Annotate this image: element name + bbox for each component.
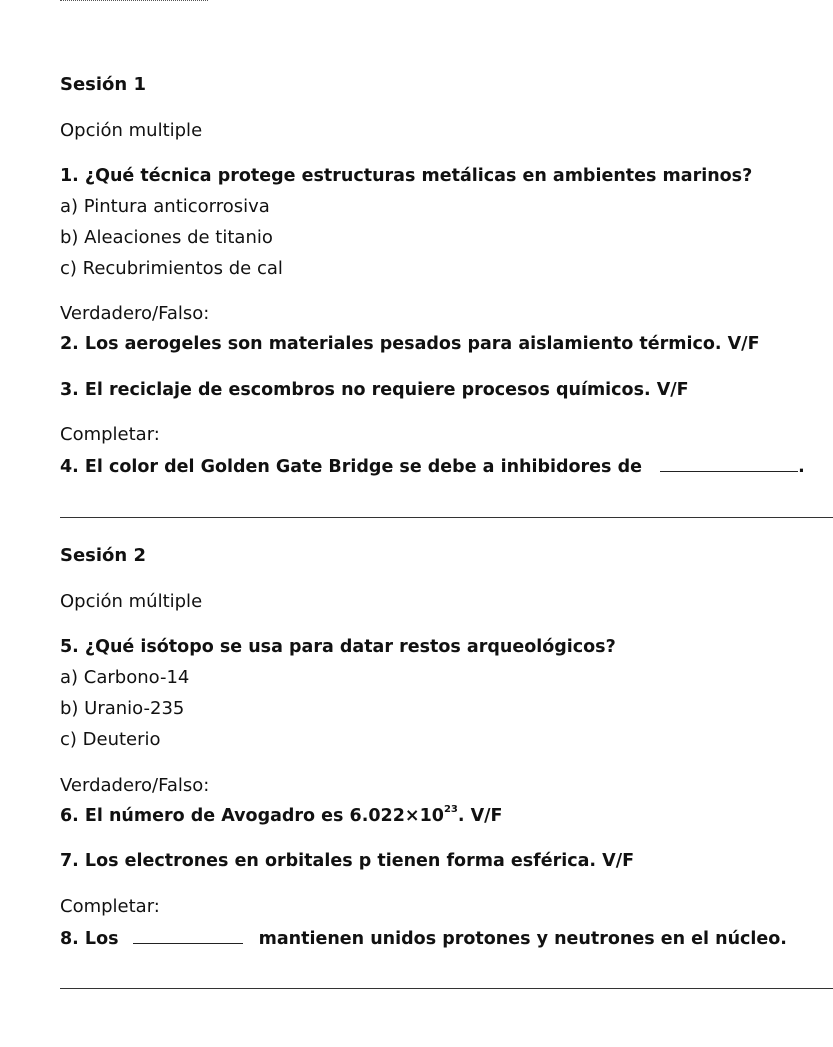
question-8 xyxy=(60,927,787,950)
session2-mc-label: Opción múltiple xyxy=(60,591,203,612)
q5-option-c: c) Deuterio xyxy=(60,729,161,750)
q8-blank xyxy=(133,927,243,944)
q6-prefix: 6. El número de Avogadro es 6.022×10 xyxy=(60,806,444,826)
session2-tf-label: Verdadero/Falso: xyxy=(60,775,210,796)
section-divider-1 xyxy=(60,517,833,518)
q1-option-b: b) Aleaciones de titanio xyxy=(60,227,273,248)
section-divider-2 xyxy=(60,988,833,989)
top-dotted-rule xyxy=(60,0,208,1)
q4-end: . xyxy=(798,457,805,477)
q8-start: 8. Los xyxy=(60,929,119,949)
q1-option-c: c) Recubrimientos de cal xyxy=(60,258,283,279)
session1-fill-label: Completar: xyxy=(60,424,160,445)
q1-option-a: a) Pintura anticorrosiva xyxy=(60,196,270,217)
q6-suffix: . V/F xyxy=(457,806,503,826)
session2-fill-label: Completar: xyxy=(60,896,160,917)
session2-title: Sesión 2 xyxy=(60,545,147,566)
q5-option-b: b) Uranio-235 xyxy=(60,698,185,719)
question-5: 5. ¿Qué isótopo se usa para datar restos arqueológicos? xyxy=(60,637,616,657)
question-6 xyxy=(60,805,503,827)
session1-mc-label: Opción multiple xyxy=(60,120,203,141)
session1-tf-label: Verdadero/Falso: xyxy=(60,303,210,324)
q5-option-a: a) Carbono-14 xyxy=(60,667,190,688)
q4-blank xyxy=(660,455,798,472)
question-3: 3. El reciclaje de escombros no requiere procesos químicos. V/F xyxy=(60,380,689,400)
session1-title: Sesión 1 xyxy=(60,74,147,95)
question-7: 7. Los electrones en orbitales p tienen forma esférica. V/F xyxy=(60,851,635,871)
q4-text: 4. El color del Golden Gate Bridge se debe a inhibidores de xyxy=(60,457,642,477)
question-2: 2. Los aerogeles son materiales pesados para aislamiento térmico. V/F xyxy=(60,334,760,354)
q8-end: mantienen unidos protones y neutrones en el núcleo. xyxy=(258,929,787,949)
question-4 xyxy=(60,455,805,478)
question-1: 1. ¿Qué técnica protege estructuras metálicas en ambientes marinos? xyxy=(60,166,753,186)
q6-exponent: 23 xyxy=(443,804,458,816)
